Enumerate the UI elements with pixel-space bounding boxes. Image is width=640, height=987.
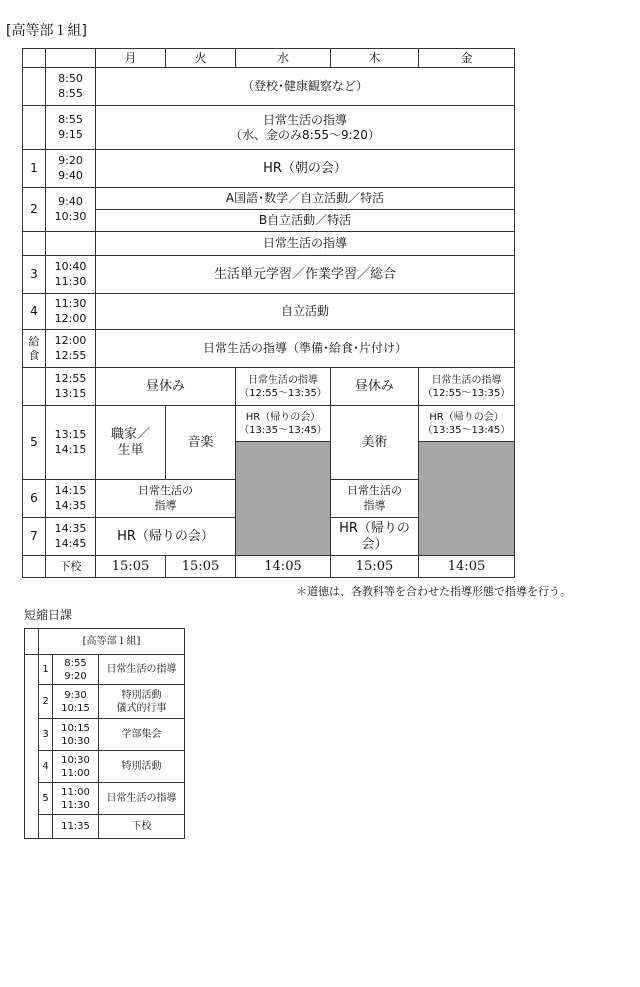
row-lunch-break [23, 368, 515, 406]
dismissal-time: 15:05 [331, 556, 419, 578]
period-cell [23, 68, 46, 106]
activity-cell: 生活単元学習／作業学習／総合 [96, 256, 515, 294]
short-header-row [25, 629, 185, 655]
period-cell: 給食 [23, 330, 46, 368]
dismissal-time: 15:05 [96, 556, 166, 578]
time-cell: 14:35 14:45 [46, 518, 96, 556]
activity-cell: 日常生活の指導 [99, 655, 185, 685]
activity-cell: 日常生活の指導 （12:55～13:35） [236, 368, 331, 406]
period-cell: 1 [23, 150, 46, 188]
row-daily-guidance [23, 106, 515, 150]
corner-cell [46, 49, 96, 68]
time-cell: 9:20 9:40 [46, 150, 96, 188]
activity-cell: 日常生活の指導 （12:55～13:35） [419, 368, 515, 406]
time-cell: 13:15 14:15 [46, 406, 96, 480]
period-cell: 1 [39, 655, 53, 685]
row-lunch [23, 330, 515, 368]
short-row [25, 751, 185, 783]
blank-gray-cell [419, 442, 515, 556]
corner-cell [23, 49, 46, 68]
row-period-3 [23, 256, 515, 294]
row-period-4 [23, 294, 515, 330]
activity-cell: 自立活動 [96, 294, 515, 330]
period-cell: 2 [39, 685, 53, 719]
day-header: 木 [331, 49, 419, 68]
dismissal-time: 15:05 [166, 556, 236, 578]
time-cell: 8:50 8:55 [46, 68, 96, 106]
day-header: 火 [166, 49, 236, 68]
activity-cell: A国語･数学／自立活動／特活 [96, 188, 515, 210]
time-cell: 8:55 9:15 [46, 106, 96, 150]
activity-cell: 日常生活の指導 （水、金のみ8:55～9:20） [96, 106, 515, 150]
activity-cell: 日常生活の 指導 [96, 480, 236, 518]
period-cell: 3 [39, 719, 53, 751]
time-cell: 11:35 [53, 815, 99, 839]
activity-cell: HR（帰りの会） （13:35～13:45） [236, 406, 331, 442]
time-cell: 10:40 11:30 [46, 256, 96, 294]
activity-cell: 特別活動 [99, 751, 185, 783]
period-cell: 7 [23, 518, 46, 556]
row-period-1 [23, 150, 515, 188]
activity-cell: HR（帰りの会） [331, 518, 419, 556]
activity-cell: 昼休み [331, 368, 419, 406]
short-header: [高等部１組] [39, 629, 185, 655]
footnote: ＊道徳は、各教科等を合わせた指導形態で指導を行う。 [296, 585, 571, 598]
time-cell: 12:55 13:15 [46, 368, 96, 406]
row-period-5a [23, 406, 515, 442]
dismissal-label: 下校 [46, 556, 96, 578]
row-arrival [23, 68, 515, 106]
period-cell: 5 [23, 406, 46, 480]
activity-cell: 職家／ 生単 [96, 406, 166, 480]
page-title: [高等部１組] [6, 23, 87, 39]
short-row [25, 685, 185, 719]
day-header: 月 [96, 49, 166, 68]
short-row [25, 719, 185, 751]
time-cell: 8:55 9:20 [53, 655, 99, 685]
day-header: 金 [419, 49, 515, 68]
period-cell [23, 232, 46, 256]
row-break-guidance [23, 232, 515, 256]
activity-cell: HR（朝の会） [96, 150, 515, 188]
time-cell: 9:40 10:30 [46, 188, 96, 232]
period-cell: 3 [23, 256, 46, 294]
activity-cell: 下校 [99, 815, 185, 839]
day-header: 水 [236, 49, 331, 68]
period-cell: 5 [39, 783, 53, 815]
row-period-2a [23, 188, 515, 210]
activity-cell: 日常生活の 指導 [331, 480, 419, 518]
header-row [23, 49, 515, 68]
time-cell: 14:15 14:35 [46, 480, 96, 518]
activity-cell: HR（帰りの会） [96, 518, 236, 556]
activity-cell: 美術 [331, 406, 419, 480]
period-cell: 2 [23, 188, 46, 232]
time-cell: 11:00 11:30 [53, 783, 99, 815]
dismissal-time: 14:05 [236, 556, 331, 578]
period-cell: 4 [23, 294, 46, 330]
time-cell: 10:30 11:00 [53, 751, 99, 783]
dismissal-time: 14:05 [419, 556, 515, 578]
blank-gray-cell [236, 442, 331, 556]
period-cell [23, 106, 46, 150]
activity-cell: 特別活動 儀式的行事 [99, 685, 185, 719]
time-cell: 11:30 12:00 [46, 294, 96, 330]
timetable [22, 48, 515, 578]
period-cell [39, 815, 53, 839]
activity-cell: （登校･健康観察など） [96, 68, 515, 106]
activity-cell: 音楽 [166, 406, 236, 480]
period-cell: 4 [39, 751, 53, 783]
short-schedule-title: 短縮日課 [24, 608, 73, 622]
short-schedule-table [24, 628, 185, 839]
corner-cell [25, 629, 39, 655]
period-cell [23, 368, 46, 406]
activity-cell: HR（帰りの会） （13:35～13:45） [419, 406, 515, 442]
short-row [25, 655, 185, 685]
time-cell: 10:15 10:30 [53, 719, 99, 751]
spacer-cell [25, 655, 39, 839]
activity-cell: B自立活動／特活 [96, 210, 515, 232]
time-cell: 9:30 10:15 [53, 685, 99, 719]
period-cell [23, 556, 46, 578]
activity-cell: 学部集会 [99, 719, 185, 751]
activity-cell: 昼休み [96, 368, 236, 406]
short-row [25, 815, 185, 839]
row-period-2b [23, 210, 515, 232]
time-cell: 12:00 12:55 [46, 330, 96, 368]
short-row [25, 783, 185, 815]
activity-cell: 日常生活の指導 [96, 232, 515, 256]
period-cell: 6 [23, 480, 46, 518]
activity-cell: 日常生活の指導 [99, 783, 185, 815]
activity-cell: 日常生活の指導（準備･給食･片付け） [96, 330, 515, 368]
time-cell [46, 232, 96, 256]
row-dismissal [23, 556, 515, 578]
